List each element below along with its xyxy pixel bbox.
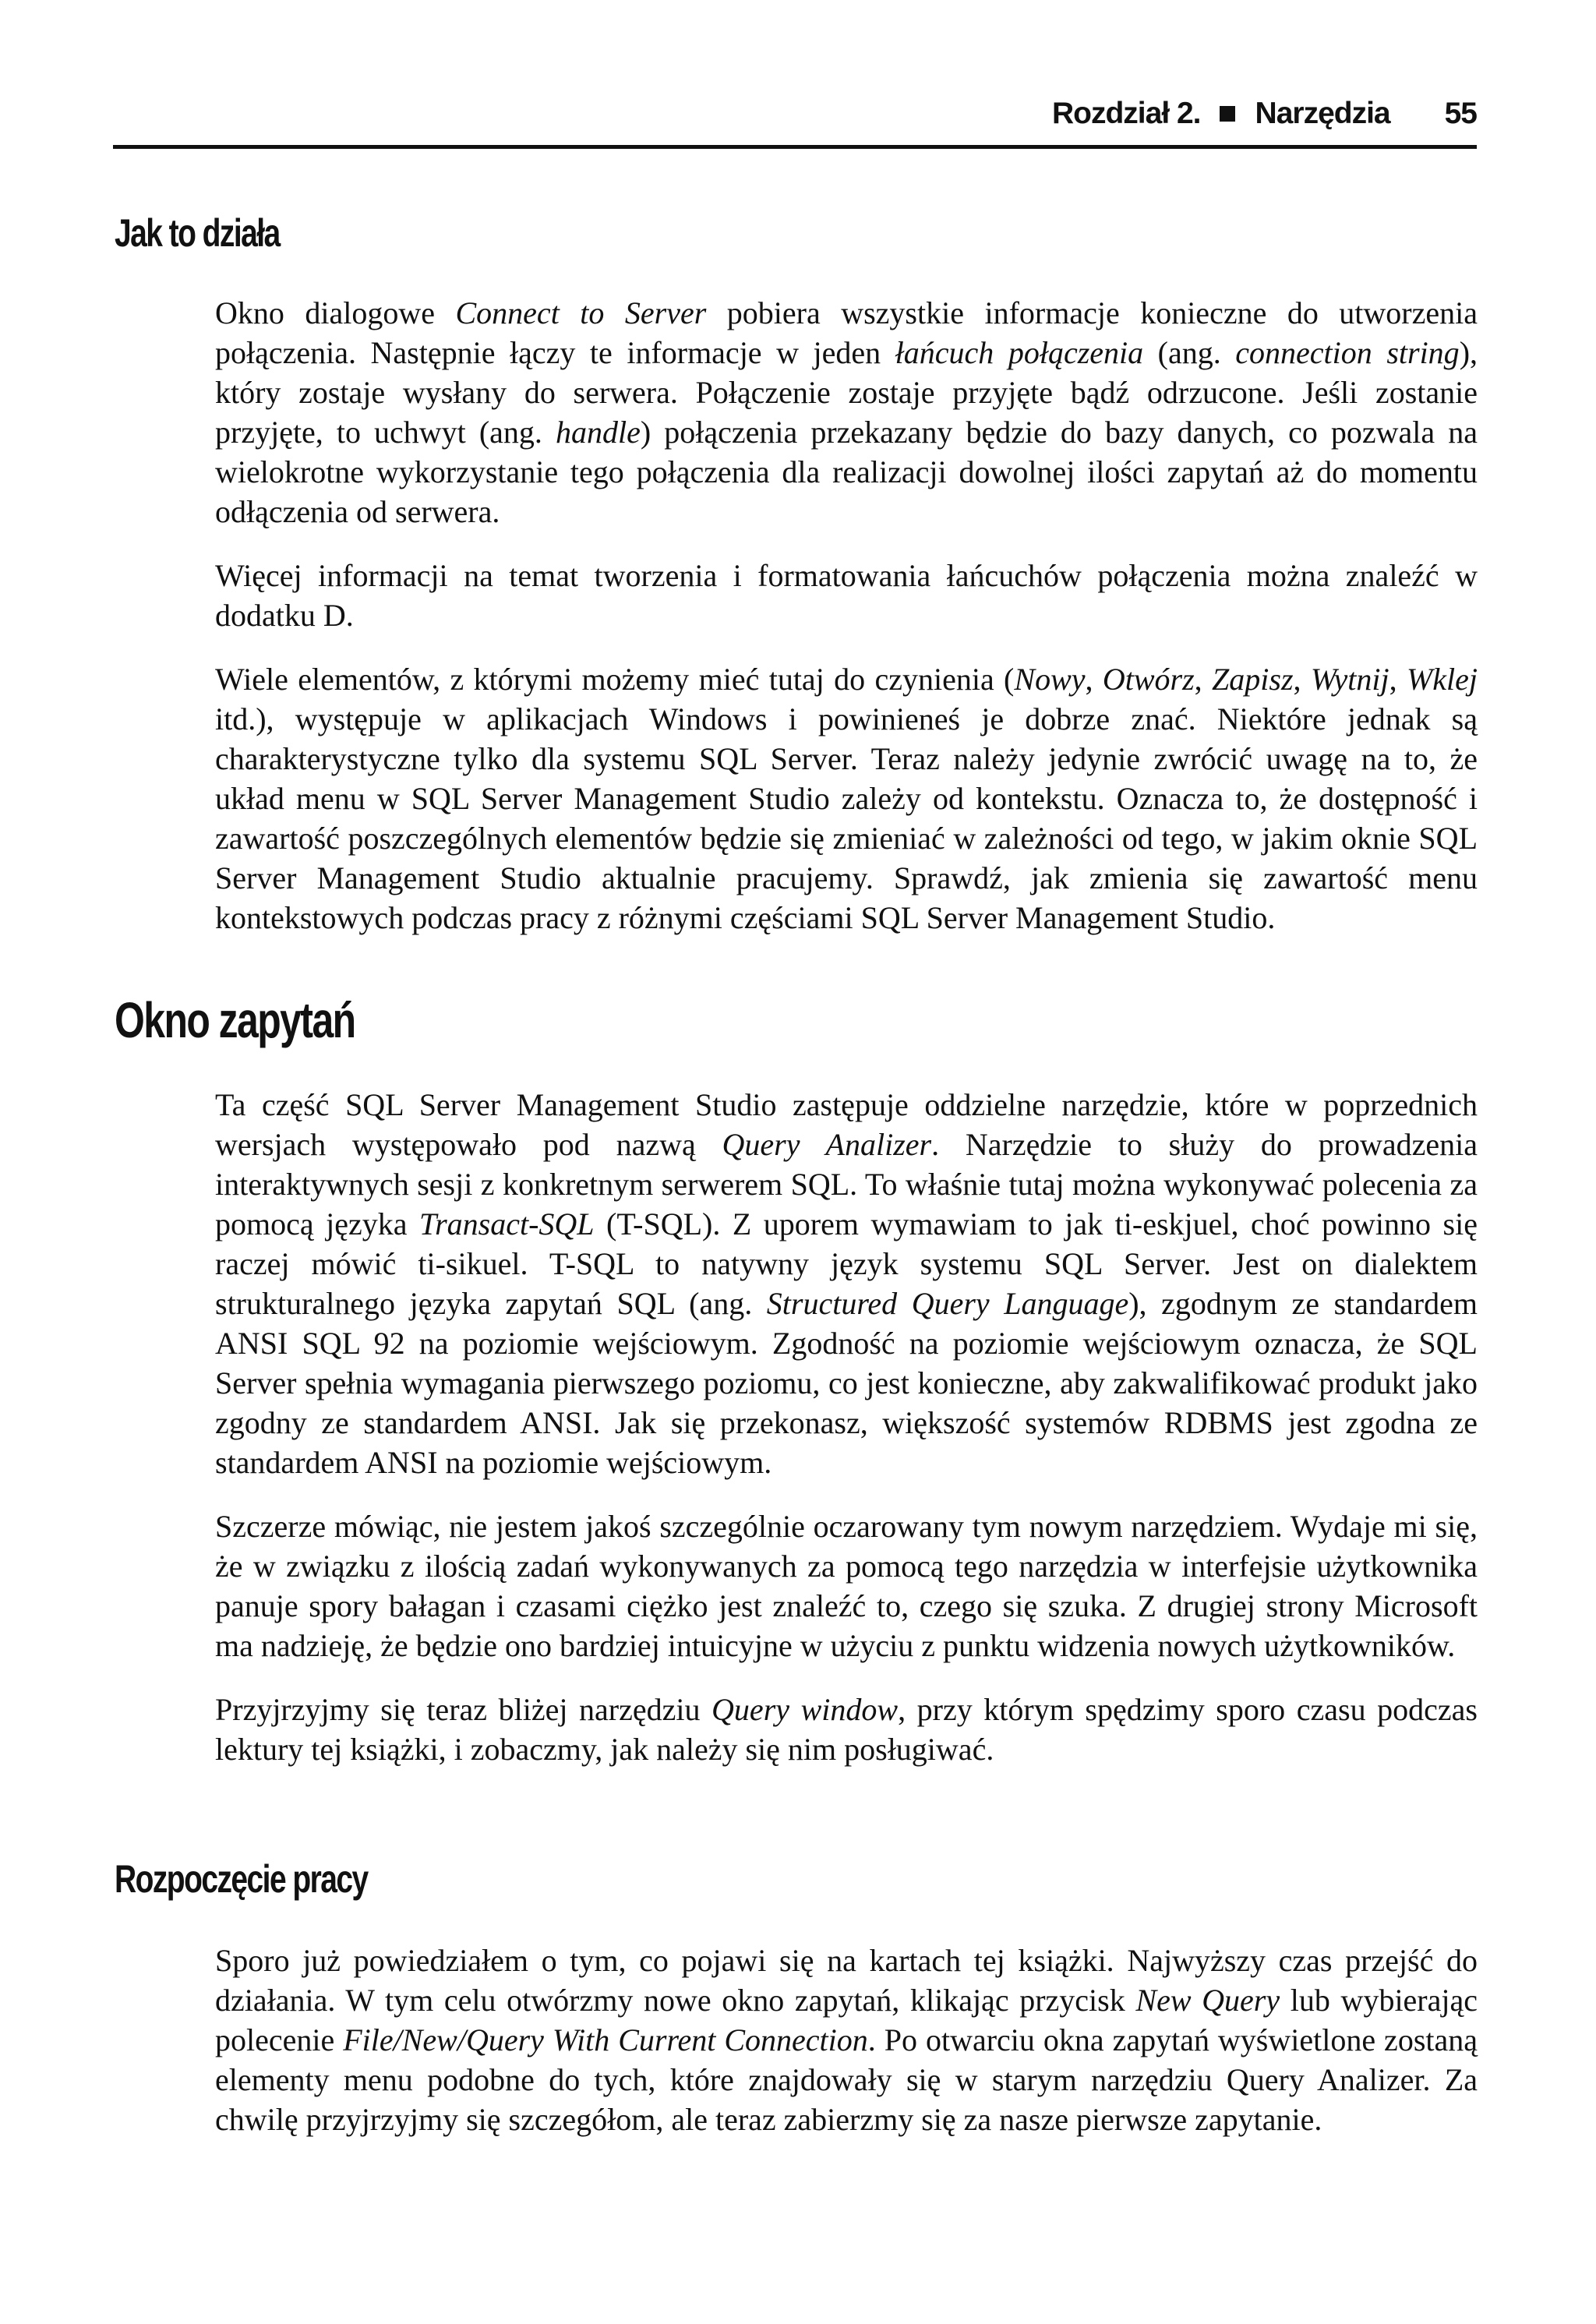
paragraph: Przyjrzyjmy się teraz bliżej narzędziu Query window, przy którym spędzimy sporo czasu podczas lektury tej książki, i zobaczmy, jak należy się nim posługiwać. [215, 1692, 1478, 1767]
italic-term: Zapisz [1212, 662, 1294, 697]
italic-term: Transact-SQL [419, 1206, 595, 1241]
italic-term: handle [556, 415, 641, 450]
italic-term: New Query [1135, 1983, 1280, 2018]
paragraph: Ta część SQL Server Management Studio zastępuje oddzielne narzędzie, które w poprzednich wersjach występowało pod nazwą Query Analizer. Narzędzie to służy do prowadzenia interaktywnych sesji z konkretnym serwerem SQL. To właśnie tutaj można wykonywać polecenia za pomocą języka Transact-SQL (T-SQL). Z uporem wymawiam to jak ti-eskjuel, choć powinno się raczej mówić ti-sikuel. T-SQL to natywny język systemu SQL Server. Jest on dialektem strukturalnego języka zapytań SQL (ang. Structured Query Language), zgodnym ze standardem ANSI SQL 92 na poziomie wejściowym. Zgodność na poziomie wejściowym oznacza, że SQL Server spełnia wymagania pierwszego poziomu, co jest konieczne, aby zakwalifikować produkt jako zgodny ze standardem ANSI. Jak się przekonasz, większość systemów RDBMS jest zgodna ze standardem ANSI na poziomie wejściowym. [215, 1087, 1478, 1480]
italic-term: Structured Query Language [766, 1286, 1129, 1321]
italic-term: Wytnij [1310, 662, 1389, 697]
italic-term: łańcuch połączenia [895, 335, 1144, 370]
italic-term: Otwórz [1102, 662, 1195, 697]
section-heading-rozpoczecie-pracy: Rozpoczęcie pracy [115, 1857, 368, 1901]
section-body-jak-to-dziala [215, 293, 1478, 938]
paragraph: Sporo już powiedziałem o tym, co pojawi się na kartach tej książki. Najwyższy czas przejść do działania. W tym celu otwórzmy nowe okno zapytań, klikając przycisk New Query lub wybierając polecenie File/New/Query With Current Connection. Po otwarciu okna zapytań wyświetlone zostaną elementy menu podobne do tych, które znajdowały się w starym narzędziu Query Analizer. Za chwilę przyjrzyjmy się szczegółom, ale teraz zabierzmy się za nasze pierwsze zapytanie. [215, 1943, 1478, 2137]
italic-term: Wklej [1406, 662, 1478, 697]
running-header [113, 92, 1477, 149]
italic-term: File/New/Query With Current Connection [343, 2022, 868, 2057]
section-body-okno-zapytan [215, 1085, 1478, 1769]
italic-term: connection string [1235, 335, 1460, 370]
paragraph: Okno dialogowe Connect to Server pobiera wszystkie informacje konieczne do utworzenia połączenia. Następnie łączy te informacje w jeden łańcuch połączenia (ang. connection string), który zostaje wysłany do serwera. Połączenie zostaje przyjęte bądź odrzucone. Jeśli zostanie przyjęte, to uchwyt (ang. handle) połączenia przekazany będzie do bazy danych, co pozwala na wielokrotne wykorzystanie tego połączenia dla realizacji dowolnej ilości zapytań aż do momentu odłączenia od serwera. [215, 295, 1478, 529]
section-heading-okno-zapytan: Okno zapytań [115, 992, 355, 1048]
section-label: Narzędzia [1255, 97, 1390, 130]
paragraph: Szczerze mówiąc, nie jestem jakoś szczególnie oczarowany tym nowym narzędziem. Wydaje mi się, że w związku z ilością zadań wykonywanych za pomocą tego narzędzia w interfejsie użytkownika panuje spory bałagan i czasami ciężko jest znaleźć to, czego się szuka. Z drugiej strony Microsoft ma nadzieję, że będzie ono bardziej intuicyjne w użyciu z punktu widzenia nowych użytkowników. [215, 1509, 1478, 1663]
italic-term: Query Analizer [722, 1127, 932, 1162]
paragraph: Wiele elementów, z którymi możemy mieć tutaj do czynienia (Nowy, Otwórz, Zapisz, Wytnij, Wklej itd.), występuje w aplikacjach Windows i powinieneś je dobrze znać. Niektóre jednak są charakterystyczne tylko dla systemu SQL Server. Teraz należy jedynie zwrócić uwagę na to, że układ menu w SQL Server Management Studio zależy od kontekstu. Oznacza to, że dostępność i zawartość poszczególnych elementów będzie się zmieniać w zależności od tego, w jakim oknie SQL Server Management Studio aktualnie pracujemy. Sprawdź, jak zmienia się zawartość menu kontekstowych podczas pracy z różnymi częściami SQL Server Management Studio. [215, 662, 1478, 935]
italic-term: Nowy [1014, 662, 1086, 697]
paragraph: Więcej informacji na temat tworzenia i formatowania łańcuchów połączenia można znaleźć w dodatku D. [215, 558, 1478, 633]
square-bullet-icon [1220, 106, 1235, 122]
chapter-label: Rozdział 2. [1051, 97, 1201, 130]
section-heading-jak-to-dziala: Jak to działa [115, 211, 280, 255]
italic-term: Connect to Server [455, 295, 707, 330]
section-body-rozpoczecie-pracy [215, 1941, 1478, 2139]
running-header-text [1052, 97, 1477, 131]
page-number: 55 [1444, 97, 1477, 130]
italic-term: Query window [711, 1692, 899, 1727]
